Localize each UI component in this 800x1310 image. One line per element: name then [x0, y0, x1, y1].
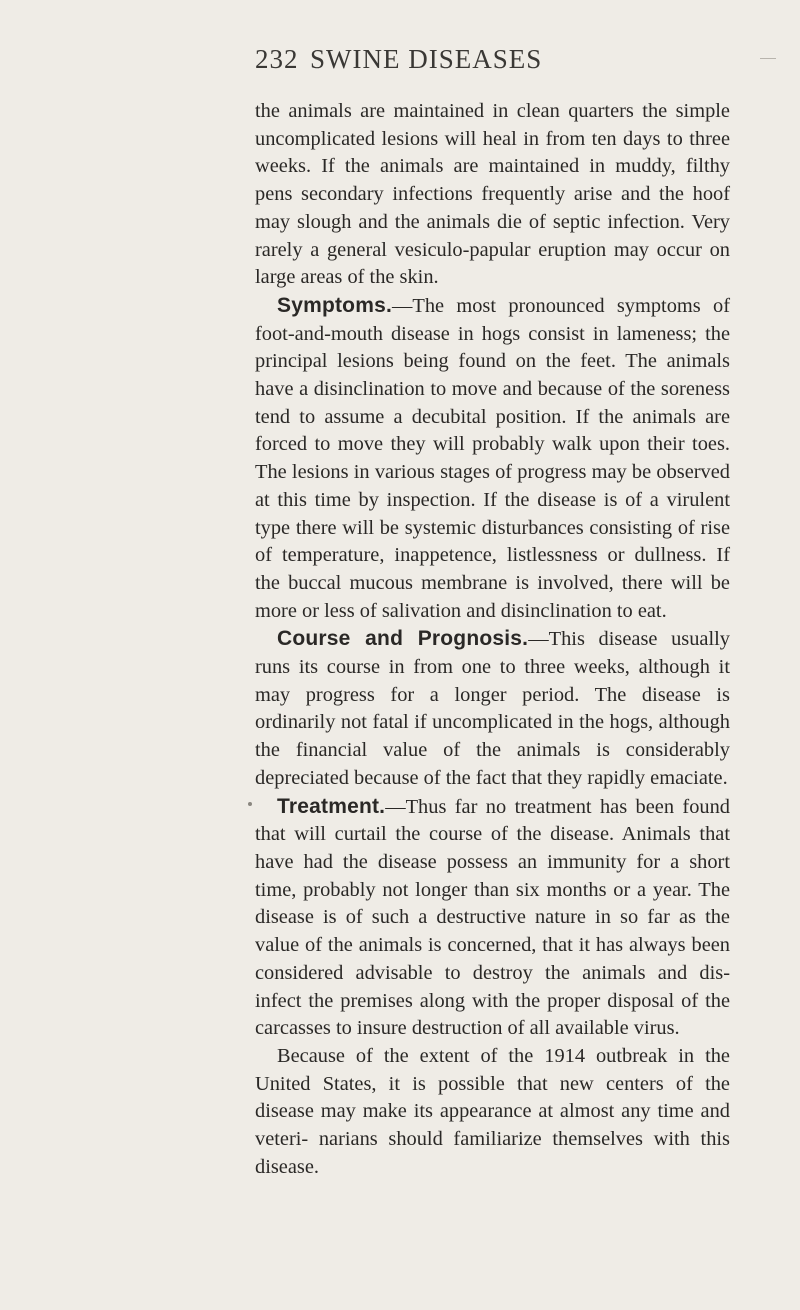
body-text: [255, 98, 730, 1181]
edge-mark: [760, 58, 776, 59]
page-header: [255, 44, 760, 84]
paragraph-text: Because of the extent of the 1914 outbreak in the United States, it is possible that new centers of the disease may make its appearance at almost any time and veteri- narians should familiarize themselves with this disease.: [255, 1044, 730, 1178]
paragraph-treatment: [255, 793, 730, 1043]
paragraph-continuation: [255, 98, 730, 292]
paragraph-text: the animals are maintained in clean quarters the simple uncomplicated lesions will heal in from ten days to three weeks. If the animals are maintained in muddy, filthy pens secondary infections frequently arise and the hoof may slough and the animals die of septic infection. Very rarely a general vesiculo-papular eruption may occur on large areas of the skin.: [255, 100, 730, 289]
section-heading-symptoms: Symptoms.: [277, 293, 392, 317]
paragraph-text: —This disease usually runs its course in from one to three weeks, although it may progress for a longer period. The disease is ordinarily not fatal if uncomplicated in the hogs, although the financial value of the animals is considerably depreciated because of the fact that they rapidly emaciate.: [255, 628, 731, 789]
running-title: SWINE DISEASES: [310, 44, 543, 74]
section-heading-course-prognosis: Course and Prognosis.: [277, 627, 529, 651]
paragraph-text: —The most pronounced symptoms of foot-and-mouth disease in hogs consist in lameness; the principal lesions being found on the feet. The animals have a disinclination to move and because of the soreness tend to assume a decubital position. If the animals are forced to move they will probably walk upon their toes. The lesions in various stages of progress may be observed at this time by inspection. If the disease is of a virulent type there will be systemic disturbances consisting of rise of temperature, inappetence, listlessness or dullness. If the buccal mucous membrane is involved, there will be more or less of salivation and disinclination to eat.: [255, 294, 730, 622]
paragraph-symptoms: [255, 292, 730, 625]
paragraph-outbreak: [255, 1043, 730, 1182]
section-heading-treatment: Treatment.: [277, 794, 386, 818]
paragraph-course-prognosis: [255, 625, 730, 792]
print-speck: [248, 802, 252, 806]
page-number: 232: [255, 44, 299, 74]
paragraph-text: —Thus far no treatment has been found that will curtail the course of the disease. Animals that have had the disease possess an immunity for a short time, probably not longer than six months or a year. The disease is of such a destructive nature in so far as the value of the animals is concerned, that it has always been considered advisable to destroy the animals and dis- infect the premises along with the proper disposal of the carcasses to insure destruction of all available virus.: [255, 795, 730, 1040]
